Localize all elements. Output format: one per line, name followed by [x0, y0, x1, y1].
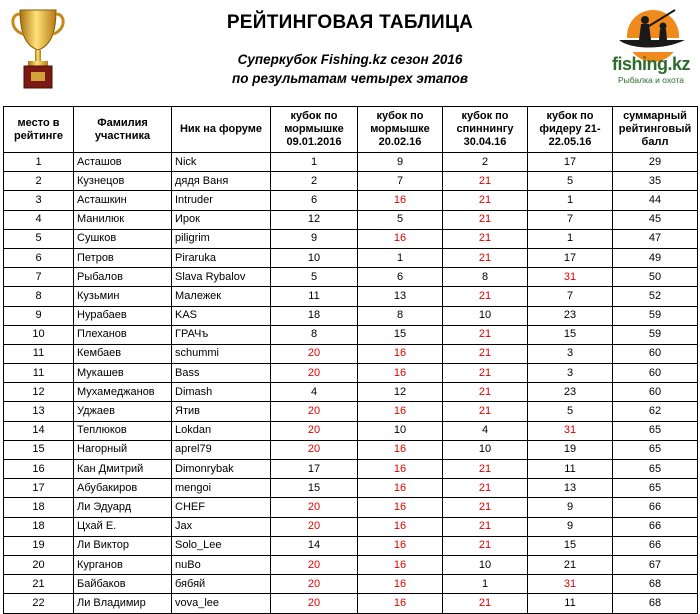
- stage-1-score-cell: 20: [271, 594, 358, 613]
- table-row: [4, 594, 698, 613]
- table-row: [4, 555, 698, 574]
- stage-4-score-cell: 1: [528, 191, 613, 210]
- nick-cell: mengoi: [172, 479, 271, 498]
- stage-1-score-cell: 15: [271, 479, 358, 498]
- total-score-cell: 65: [613, 421, 698, 440]
- table-row: [4, 153, 698, 172]
- column-header-name: Фамилия участника: [74, 107, 172, 153]
- stage-3-score-cell: 21: [443, 325, 528, 344]
- stage-2-score-cell: 5: [358, 210, 443, 229]
- place-cell: 4: [4, 210, 74, 229]
- stage-3-score-cell: 21: [443, 402, 528, 421]
- total-score-cell: 62: [613, 402, 698, 421]
- nick-cell: nuBo: [172, 555, 271, 574]
- stage-3-score-cell: 21: [443, 229, 528, 248]
- subtitle-line-1: Суперкубок Fishing.kz сезон 2016: [237, 52, 463, 67]
- total-score-cell: 49: [613, 248, 698, 267]
- stage-4-score-cell: 15: [528, 536, 613, 555]
- total-score-cell: 52: [613, 287, 698, 306]
- place-cell: 17: [4, 479, 74, 498]
- name-cell: Мухамеджанов: [74, 383, 172, 402]
- name-cell: Абубакиров: [74, 479, 172, 498]
- nick-cell: aprel79: [172, 440, 271, 459]
- stage-1-score-cell: 1: [271, 153, 358, 172]
- place-cell: 2: [4, 172, 74, 191]
- stage-4-score-cell: 3: [528, 364, 613, 383]
- nick-cell: Bass: [172, 364, 271, 383]
- name-cell: Мукашев: [74, 364, 172, 383]
- table-row: [4, 383, 698, 402]
- name-cell: Петров: [74, 248, 172, 267]
- table-row: [4, 229, 698, 248]
- nick-cell: schummi: [172, 344, 271, 363]
- table-row: [4, 191, 698, 210]
- name-cell: Нурабаев: [74, 306, 172, 325]
- stage-4-score-cell: 7: [528, 287, 613, 306]
- total-score-cell: 65: [613, 440, 698, 459]
- stage-2-score-cell: 16: [358, 555, 443, 574]
- total-score-cell: 44: [613, 191, 698, 210]
- table-row: [4, 421, 698, 440]
- stage-2-score-cell: 12: [358, 383, 443, 402]
- stage-2-score-cell: 7: [358, 172, 443, 191]
- stage-2-score-cell: 16: [358, 191, 443, 210]
- column-header-stage-3: кубок по спиннингу 30.04.16: [443, 107, 528, 153]
- table-row: [4, 172, 698, 191]
- table-row: [4, 210, 698, 229]
- table-row: [4, 306, 698, 325]
- stage-1-score-cell: 14: [271, 536, 358, 555]
- place-cell: 16: [4, 460, 74, 479]
- table-row: [4, 344, 698, 363]
- total-score-cell: 59: [613, 306, 698, 325]
- nick-cell: Ятив: [172, 402, 271, 421]
- place-cell: 18: [4, 517, 74, 536]
- column-header-nick: Ник на форуме: [172, 107, 271, 153]
- name-cell: Манилюк: [74, 210, 172, 229]
- stage-1-score-cell: 6: [271, 191, 358, 210]
- logo-text: fishing.kz: [611, 54, 690, 74]
- stage-3-score-cell: 21: [443, 383, 528, 402]
- stage-2-score-cell: 15: [358, 325, 443, 344]
- name-cell: Сушков: [74, 229, 172, 248]
- stage-4-score-cell: 17: [528, 153, 613, 172]
- table-body: [4, 153, 698, 614]
- stage-4-score-cell: 31: [528, 421, 613, 440]
- stage-4-score-cell: 23: [528, 306, 613, 325]
- column-header-stage-1: кубок по мормышке 09.01.2016: [271, 107, 358, 153]
- place-cell: 20: [4, 555, 74, 574]
- stage-3-score-cell: 1: [443, 575, 528, 594]
- nick-cell: Piraruka: [172, 248, 271, 267]
- stage-3-score-cell: 21: [443, 191, 528, 210]
- stage-2-score-cell: 8: [358, 306, 443, 325]
- stage-4-score-cell: 5: [528, 402, 613, 421]
- total-score-cell: 59: [613, 325, 698, 344]
- stage-3-score-cell: 21: [443, 460, 528, 479]
- total-score-cell: 68: [613, 575, 698, 594]
- stage-4-score-cell: 11: [528, 594, 613, 613]
- stage-3-score-cell: 21: [443, 594, 528, 613]
- nick-cell: CHEF: [172, 498, 271, 517]
- stage-2-score-cell: 16: [358, 536, 443, 555]
- stage-2-score-cell: 16: [358, 498, 443, 517]
- stage-3-score-cell: 21: [443, 364, 528, 383]
- table-row: [4, 517, 698, 536]
- place-cell: 6: [4, 248, 74, 267]
- stage-1-score-cell: 12: [271, 210, 358, 229]
- stage-2-score-cell: 16: [358, 402, 443, 421]
- name-cell: Асташкин: [74, 191, 172, 210]
- total-score-cell: 65: [613, 460, 698, 479]
- stage-3-score-cell: 21: [443, 498, 528, 517]
- logo-subtext: Рыбалка и охота: [617, 75, 685, 85]
- name-cell: Ли Владимир: [74, 594, 172, 613]
- total-score-cell: 60: [613, 364, 698, 383]
- stage-3-score-cell: 21: [443, 172, 528, 191]
- stage-2-score-cell: 16: [358, 460, 443, 479]
- name-cell: Цхай Е.: [74, 517, 172, 536]
- table-row: [4, 440, 698, 459]
- stage-1-score-cell: 2: [271, 172, 358, 191]
- stage-3-score-cell: 21: [443, 479, 528, 498]
- name-cell: Плеханов: [74, 325, 172, 344]
- name-cell: Курганов: [74, 555, 172, 574]
- total-score-cell: 45: [613, 210, 698, 229]
- table-row: [4, 536, 698, 555]
- nick-cell: KAS: [172, 306, 271, 325]
- name-cell: Теплюков: [74, 421, 172, 440]
- nick-cell: ГРАЧъ: [172, 325, 271, 344]
- stage-4-score-cell: 31: [528, 575, 613, 594]
- nick-cell: Dimonrybak: [172, 460, 271, 479]
- nick-cell: Dimash: [172, 383, 271, 402]
- stage-3-score-cell: 10: [443, 555, 528, 574]
- stage-2-score-cell: 16: [358, 479, 443, 498]
- column-header-total: суммарный рейтинговый балл: [613, 107, 698, 153]
- stage-3-score-cell: 21: [443, 344, 528, 363]
- total-score-cell: 67: [613, 555, 698, 574]
- place-cell: 9: [4, 306, 74, 325]
- total-score-cell: 60: [613, 383, 698, 402]
- stage-4-score-cell: 3: [528, 344, 613, 363]
- table-row: [4, 575, 698, 594]
- column-header-stage-2: кубок по мормышке 20.02.16: [358, 107, 443, 153]
- nick-cell: Jax: [172, 517, 271, 536]
- stage-2-score-cell: 13: [358, 287, 443, 306]
- stage-3-score-cell: 8: [443, 268, 528, 287]
- name-cell: Кузьмин: [74, 287, 172, 306]
- stage-1-score-cell: 5: [271, 268, 358, 287]
- name-cell: Ли Виктор: [74, 536, 172, 555]
- total-score-cell: 65: [613, 479, 698, 498]
- stage-1-score-cell: 11: [271, 287, 358, 306]
- place-cell: 5: [4, 229, 74, 248]
- place-cell: 12: [4, 383, 74, 402]
- stage-2-score-cell: 6: [358, 268, 443, 287]
- subtitle-line-2: по результатам четырех этапов: [231, 71, 469, 86]
- stage-2-score-cell: 16: [358, 575, 443, 594]
- stage-2-score-cell: 10: [358, 421, 443, 440]
- nick-cell: бябяй: [172, 575, 271, 594]
- place-cell: 10: [4, 325, 74, 344]
- stage-3-score-cell: 21: [443, 248, 528, 267]
- stage-1-score-cell: 9: [271, 229, 358, 248]
- stage-3-score-cell: 10: [443, 440, 528, 459]
- stage-4-score-cell: 1: [528, 229, 613, 248]
- total-score-cell: 66: [613, 517, 698, 536]
- stage-3-score-cell: 4: [443, 421, 528, 440]
- stage-4-score-cell: 7: [528, 210, 613, 229]
- table-row: [4, 287, 698, 306]
- total-score-cell: 60: [613, 344, 698, 363]
- total-score-cell: 66: [613, 536, 698, 555]
- stage-2-score-cell: 16: [358, 229, 443, 248]
- stage-1-score-cell: 20: [271, 402, 358, 421]
- stage-2-score-cell: 9: [358, 153, 443, 172]
- total-score-cell: 68: [613, 594, 698, 613]
- stage-4-score-cell: 9: [528, 517, 613, 536]
- column-header-stage-4: кубок по фидеру 21-22.05.16: [528, 107, 613, 153]
- nick-cell: Lokdan: [172, 421, 271, 440]
- page-subtitle: [0, 50, 700, 88]
- stage-1-score-cell: 20: [271, 344, 358, 363]
- stage-1-score-cell: 4: [271, 383, 358, 402]
- stage-3-score-cell: 2: [443, 153, 528, 172]
- stage-2-score-cell: 16: [358, 594, 443, 613]
- stage-2-score-cell: 1: [358, 248, 443, 267]
- stage-4-score-cell: 17: [528, 248, 613, 267]
- stage-4-score-cell: 13: [528, 479, 613, 498]
- stage-1-score-cell: 8: [271, 325, 358, 344]
- total-score-cell: 66: [613, 498, 698, 517]
- stage-1-score-cell: 10: [271, 248, 358, 267]
- table-row: [4, 402, 698, 421]
- table-row: [4, 364, 698, 383]
- stage-1-score-cell: 20: [271, 421, 358, 440]
- table-row: [4, 268, 698, 287]
- stage-1-score-cell: 20: [271, 364, 358, 383]
- name-cell: Уджаев: [74, 402, 172, 421]
- stage-1-score-cell: 20: [271, 575, 358, 594]
- nick-cell: Intruder: [172, 191, 271, 210]
- stage-1-score-cell: 20: [271, 517, 358, 536]
- place-cell: 11: [4, 344, 74, 363]
- nick-cell: Nick: [172, 153, 271, 172]
- place-cell: 21: [4, 575, 74, 594]
- stage-4-score-cell: 15: [528, 325, 613, 344]
- nick-cell: piligrim: [172, 229, 271, 248]
- fishing-kz-logo: [605, 2, 697, 88]
- stage-2-score-cell: 16: [358, 440, 443, 459]
- total-score-cell: 35: [613, 172, 698, 191]
- name-cell: Кан Дмитрий: [74, 460, 172, 479]
- total-score-cell: 29: [613, 153, 698, 172]
- page-title: РЕЙТИНГОВАЯ ТАБЛИЦА: [226, 12, 474, 33]
- stage-4-score-cell: 21: [528, 555, 613, 574]
- place-cell: 11: [4, 364, 74, 383]
- stage-2-score-cell: 16: [358, 517, 443, 536]
- place-cell: 22: [4, 594, 74, 613]
- name-cell: Нагорный: [74, 440, 172, 459]
- table-row: [4, 479, 698, 498]
- place-cell: 15: [4, 440, 74, 459]
- stage-3-score-cell: 21: [443, 210, 528, 229]
- page-header: [0, 0, 700, 104]
- stage-4-score-cell: 5: [528, 172, 613, 191]
- stage-1-score-cell: 18: [271, 306, 358, 325]
- stage-2-score-cell: 16: [358, 364, 443, 383]
- stage-4-score-cell: 9: [528, 498, 613, 517]
- nick-cell: vova_lee: [172, 594, 271, 613]
- stage-3-score-cell: 10: [443, 306, 528, 325]
- place-cell: 18: [4, 498, 74, 517]
- nick-cell: дядя Ваня: [172, 172, 271, 191]
- rating-table: [3, 106, 698, 614]
- table-header-row: [4, 107, 698, 153]
- stage-3-score-cell: 21: [443, 517, 528, 536]
- nick-cell: Slava Rybalov: [172, 268, 271, 287]
- table-row: [4, 498, 698, 517]
- stage-3-score-cell: 21: [443, 536, 528, 555]
- stage-4-score-cell: 19: [528, 440, 613, 459]
- total-score-cell: 50: [613, 268, 698, 287]
- place-cell: 8: [4, 287, 74, 306]
- stage-1-score-cell: 20: [271, 440, 358, 459]
- place-cell: 14: [4, 421, 74, 440]
- column-header-place: место в рейтинге: [4, 107, 74, 153]
- place-cell: 7: [4, 268, 74, 287]
- stage-1-score-cell: 20: [271, 498, 358, 517]
- name-cell: Асташов: [74, 153, 172, 172]
- name-cell: Рыбалов: [74, 268, 172, 287]
- name-cell: Кембаев: [74, 344, 172, 363]
- table-row: [4, 248, 698, 267]
- stage-2-score-cell: 16: [358, 344, 443, 363]
- nick-cell: Малежек: [172, 287, 271, 306]
- place-cell: 19: [4, 536, 74, 555]
- nick-cell: Solo_Lee: [172, 536, 271, 555]
- name-cell: Кузнецов: [74, 172, 172, 191]
- stage-3-score-cell: 21: [443, 287, 528, 306]
- name-cell: Ли Эдуард: [74, 498, 172, 517]
- name-cell: Байбаков: [74, 575, 172, 594]
- stage-1-score-cell: 20: [271, 555, 358, 574]
- place-cell: 1: [4, 153, 74, 172]
- place-cell: 3: [4, 191, 74, 210]
- stage-4-score-cell: 23: [528, 383, 613, 402]
- stage-4-score-cell: 31: [528, 268, 613, 287]
- total-score-cell: 47: [613, 229, 698, 248]
- nick-cell: Ирок: [172, 210, 271, 229]
- stage-1-score-cell: 17: [271, 460, 358, 479]
- stage-4-score-cell: 11: [528, 460, 613, 479]
- table-row: [4, 460, 698, 479]
- place-cell: 13: [4, 402, 74, 421]
- table-row: [4, 325, 698, 344]
